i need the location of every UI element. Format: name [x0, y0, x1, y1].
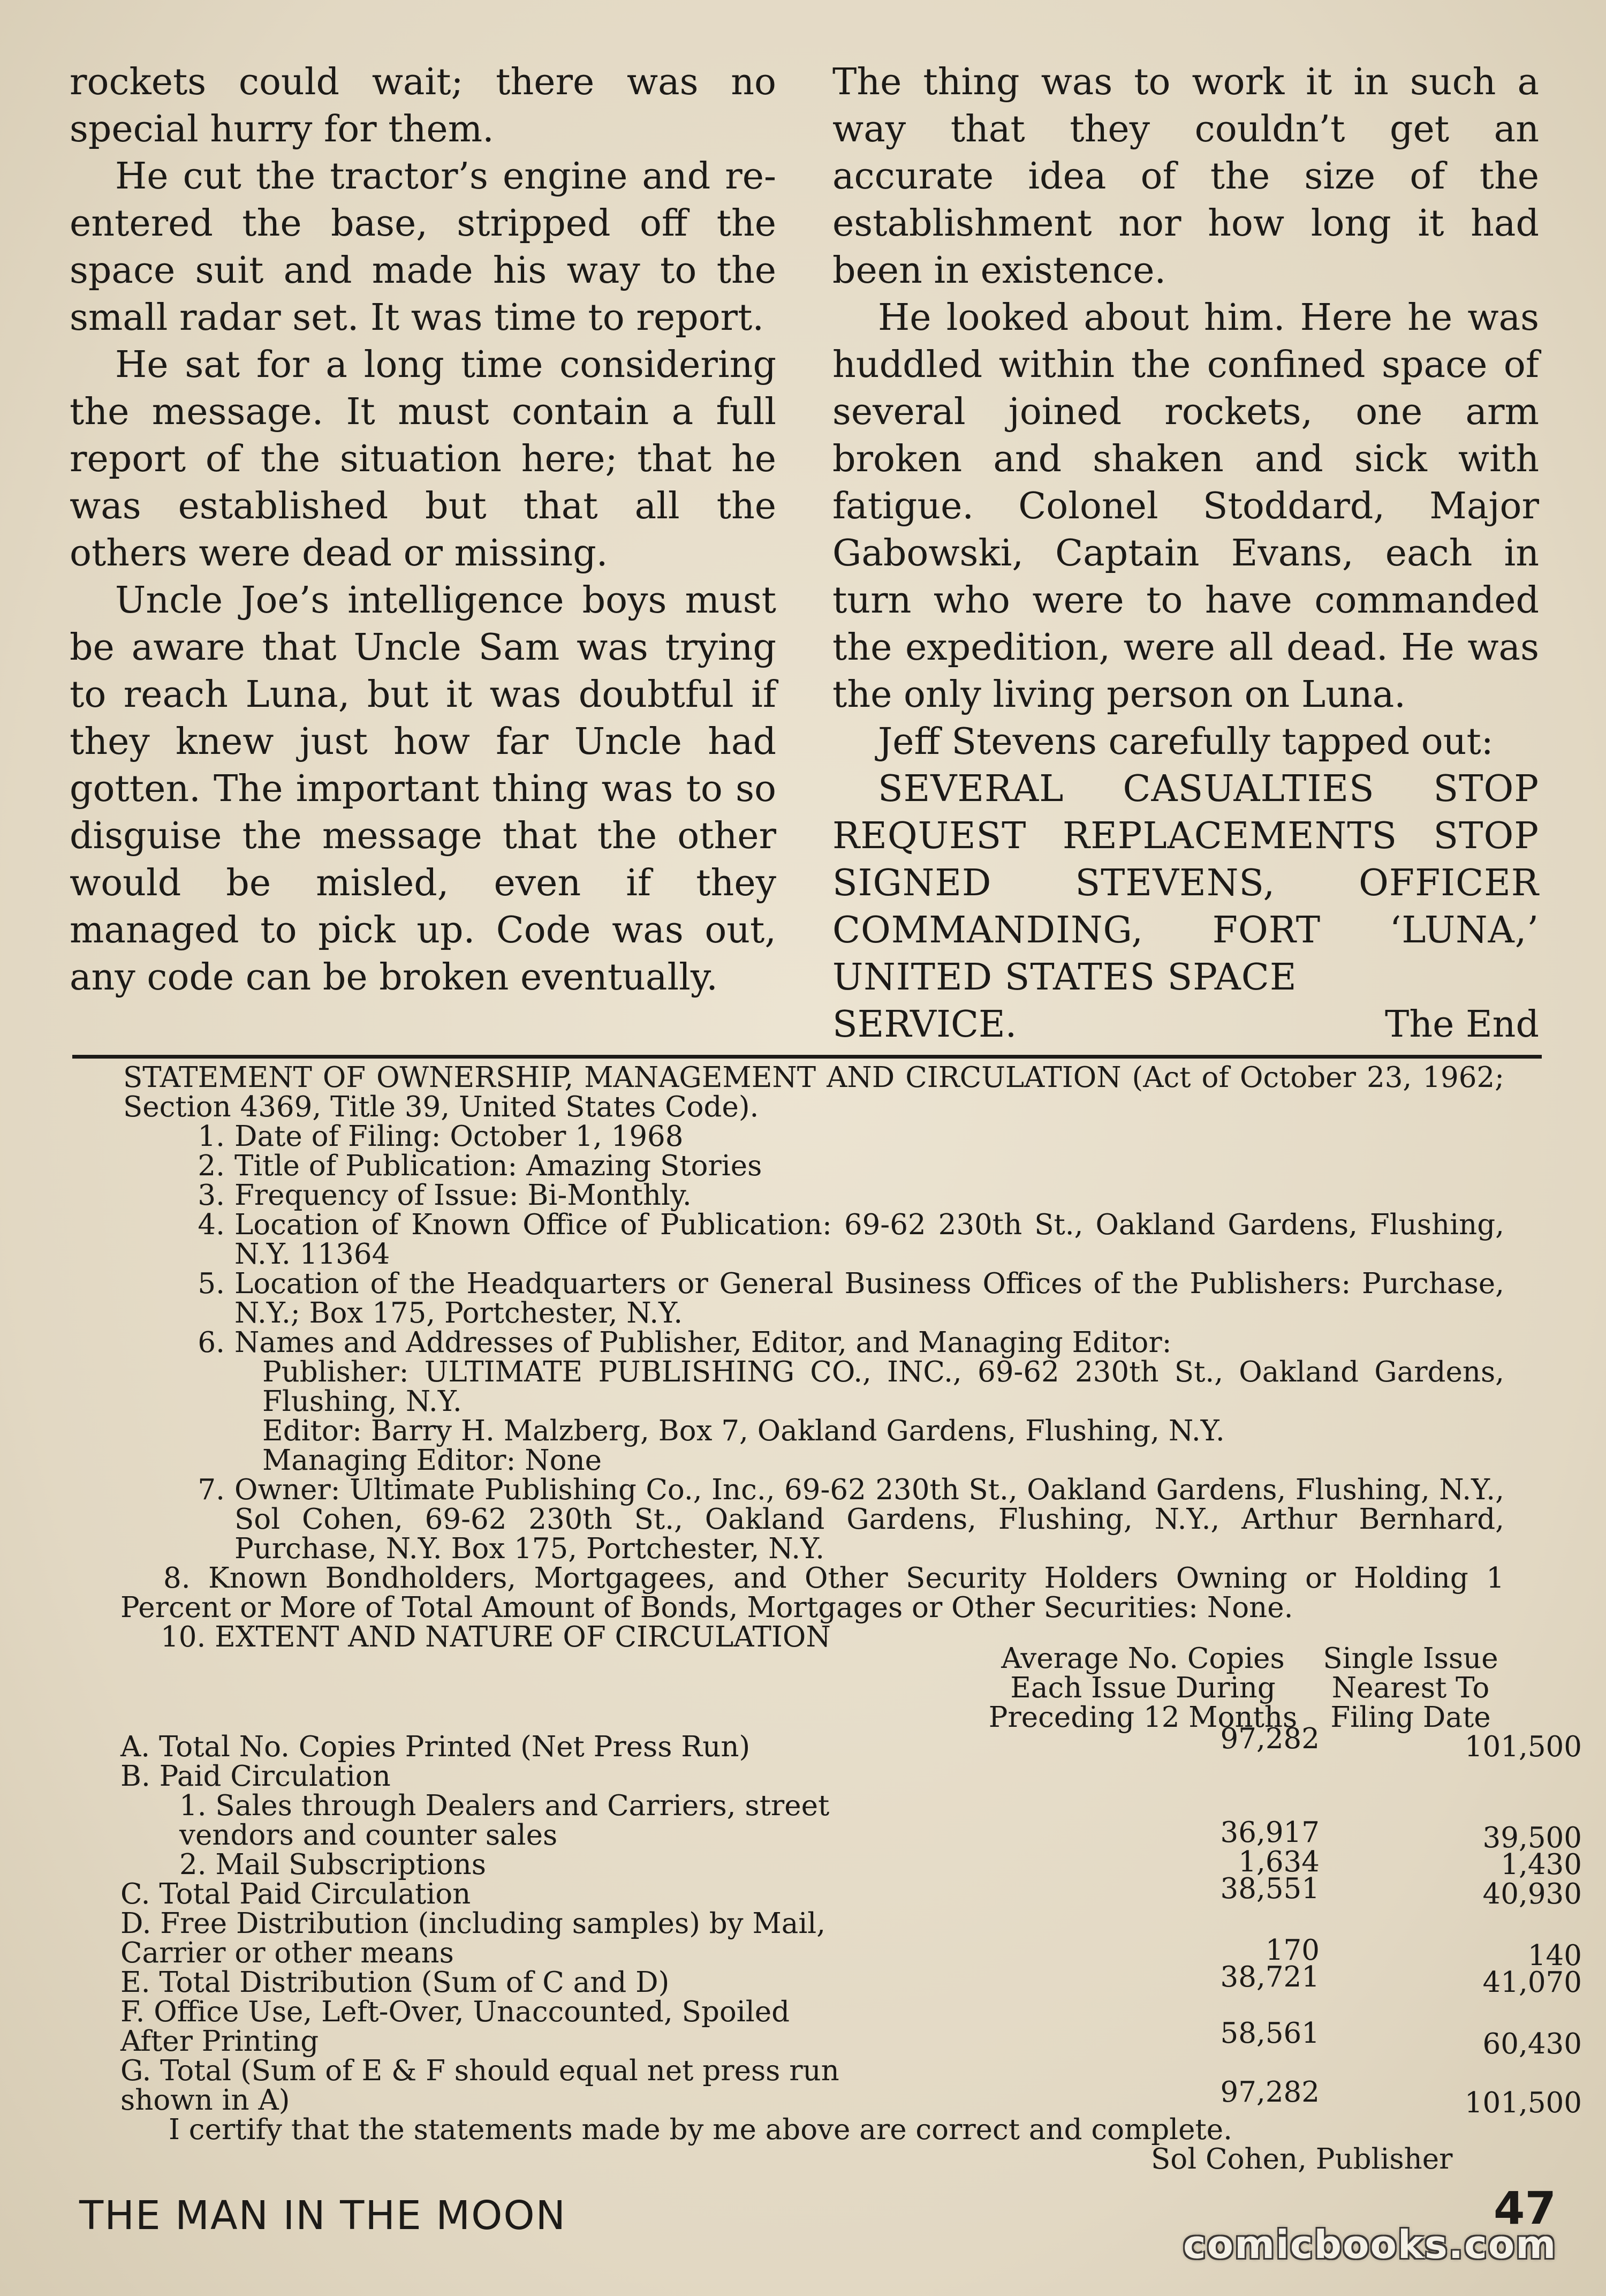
statement-item: 5. Location of the Headquarters or General Business Offices of the Publishers: Purchase, N.Y.; Box 175, Portchester, N.Y.: [198, 1267, 1504, 1330]
statement-item: 7. Owner: Ultimate Publishing Co., Inc., 69-62 230th St., Oakland Gardens, Flushing, N.Y., Sol Cohen, 69-62 230th St., Oakland Gardens, Flushing, N.Y., Arthur Bernhard, Purchase, N.Y. Box 175, Portchester, N.Y.: [198, 1474, 1504, 1565]
circulation-heading: 10. EXTENT AND NATURE OF CIRCULATION: [161, 1621, 831, 1653]
column-header-average: Average No. Copies Each Issue During Preceding 12 Months: [988, 1642, 1298, 1734]
statement-item: 1. Date of Filing: October 1, 1968: [198, 1120, 684, 1153]
story-paragraph: He looked about him. Here he was huddled within the confined space of several joined rockets, one arm broken and shaken and sick with fatigue. Colonel Stoddard, Major Gabowski, Captain Evans, each in turn who were to have commanded the expedition, were all dead. He was the only living person on Luna.: [832, 297, 1539, 716]
ownership-statement: [120, 1061, 1504, 1653]
watermark-logo: comicbooks.com: [1183, 2222, 1557, 2267]
story-column-left: [70, 59, 776, 1001]
editor-line: Editor: Barry H. Malzberg, Box 7, Oakland Gardens, Flushing, N.Y.: [262, 1415, 1225, 1447]
statement-item: 8. Known Bondholders, Mortgagees, and Other Security Holders Owning or Holding 1 Percent or More of Total Amount of Bonds, Mortgages or Other Securities: None.: [120, 1562, 1504, 1624]
story-paragraph: He sat for a long time considering the message. It must contain a full report of the situation here; that he was established but that all the others were dead or missing.: [70, 344, 776, 575]
telegram-last-word: SERVICE.: [832, 1003, 1017, 1046]
statement-heading: STATEMENT OF OWNERSHIP, MANAGEMENT AND CIRCULATION (Act of October 23, 1962; Section 4369, Title 39, United States Code).: [123, 1061, 1504, 1123]
section-divider: [72, 1055, 1542, 1059]
telegram-message: SEVERAL CASUALTIES STOP REQUEST REPLACEMENTS STOP SIGNED STEVENS, OFFICER COMMANDING, FORT ‘LUNA,’ UNITED STATES SPACE: [832, 768, 1539, 999]
statement-item: 2. Title of Publication: Amazing Stories: [198, 1150, 762, 1182]
story-column-right: [832, 59, 1539, 1048]
story-paragraph: rockets could wait; there was no special hurry for them.: [70, 61, 776, 150]
running-footer-title: THE MAN IN THE MOON: [79, 2193, 566, 2239]
publisher-signature: Sol Cohen, Publisher: [1151, 2143, 1453, 2176]
statement-item: 6. Names and Addresses of Publisher, Editor, and Managing Editor:: [198, 1326, 1172, 1359]
page-number: 47: [1494, 2182, 1556, 2234]
story-paragraph: Jeff Stevens carefully tapped out:: [878, 721, 1494, 763]
certification-statement: I certify that the statements made by me above are correct and complete.: [169, 2113, 1232, 2146]
managing-editor-line: Managing Editor: None: [262, 1444, 602, 1477]
statement-item: 4. Location of Known Office of Publication: 69-62 230th St., Oakland Gardens, Flushing, N.Y. 11364: [198, 1209, 1504, 1271]
story-end-line: [832, 1001, 1539, 1048]
publisher-line: Publisher: ULTIMATE PUBLISHING CO., INC., 69-62 230th St., Oakland Gardens, Flushing, N.Y.: [262, 1356, 1504, 1418]
story-paragraph: He cut the tractor’s engine and re-entered the base, stripped off the space suit and made his way to the small radar set. It was time to report.: [70, 155, 776, 339]
the-end-mark: The End: [1385, 1003, 1539, 1046]
story-paragraph: Uncle Joe’s intelligence boys must be aware that Uncle Sam was trying to reach Luna, but it was doubtful if they knew just how far Uncle had gotten. The important thing was to so disguise the message that the other would be misled, even if they managed to pick up. Code was out, any code can be broken eventually.: [70, 579, 776, 999]
story-paragraph: The thing was to work it in such a way that they couldn’t get an accurate idea of the size of the establishment nor how long it had been in existence.: [832, 61, 1539, 292]
column-header-single-issue: Single Issue Nearest To Filing Date: [1323, 1642, 1498, 1734]
magazine-page: rockets could wait; there was no special hurry for them. He cut the tractor’s engine and re-entered the base, stripped off the space suit and made his way to the small radar set. It was time to report. He sat for a long time considering the message. It must contain a full report of the situation here; that he was established but that all the others were dead or missing. Uncle Joe’s intelligence boys must be aware that Uncle Sam was trying to reach Luna, but it was doubtful if they knew just how far Uncle had gotten. The important thing was to so disguise the message that the other would be misled, even if they managed to pick up. Code was out, any code can be broken eventually. The thing was to work it in such a way that they couldn’t get an accurate idea of the size of the establishment nor how long it had been in existence. He looked about him. Here he was huddled within the confined space of several joined rockets, one arm broken and shaken and sick with fatigue. Colonel Stoddard, Major Gabowski, Captain Evans, each in turn who were to have commanded the expedition, were all dead. He was the only living person on Luna. Jeff Stevens carefully tapped out: SEVERAL CASUALTIES STOP REQUEST REPLACEMENTS STOP SIGNED STEVENS, OFFICER COMMANDING, FORT ‘LUNA,’ UNITED STATES SPACE SERVICE. The End STATEMENT OF OWNERSHIP, MANAGEMENT AND CIRCULATION (Act of October 23, 1962; Section 4369, Title 39, United States Code). 1. Date of Filing: October 1, 1968 2. Title of Publication: Amazing Stories 3. Frequency of Issue: Bi-Monthly. 4. Location of Known Office of Publication: 69-62 230th St., Oakland Gardens, Flushing, N.Y. 11364 5. Location of the Headquarters or General Business Offices of the Publishers: Purchase, N.Y.; Box 175, Portchester, N.Y. 6. Names and Addresses of Publisher, Editor, and Managing Editor: Publisher: ULTIMATE PUBLISHING CO., INC., 69-62 230th St., Oakland Gardens, Flushing, N.Y. Editor: Barry H. Malzberg, Box 7, Oakland Gardens, Flushing, N.Y. Managing Editor: None 7. Owner: Ultimate Publishing Co., Inc., 69-62 230th St., Oakland Gardens, Flushing, N.Y., Sol Cohen, 69-62 230th St., Oakland Gardens, Flushing, N.Y., Arthur Bernhard, Purchase, N.Y. Box 175, Portchester, N.Y. 8. Known Bondholders, Mortgagees, and Other Security Holders Owning or Holding 1 Percent or More of Total Amount of Bonds, Mortgages or Other Securities: None. 10. EXTENT AND NATURE OF CIRCULATION Average No. Copies Each Issue During Preceding 12 Months Single Issue Nearest To Filing Date A. Total No. Copies Printed (Net Press Run) 97,282 101,500 B. Paid Circulation 1. Sales through Dealers and Carriers, street vendors and counter sales 36,917 39,500 2. Mail Subscriptions 1,634 1,430 C. Total Paid Circulation 38,551 40,930 D. Free Distribution (including samples) by Mail, Carrier or other means 170 140 E. Total Distribution (Sum of C and D) 38,721 41,070 F. Office Use, Left-Over, Unaccounted, Spoiled After Printing 58,561 60,430 G. Total (Sum of E & F should equal net press run shown in A) 97,282 101,500 I certify that the statements made by me above are correct and complete. Sol Cohen, Publisher THE MAN IN THE MOON 47 comicbooks.com: [0, 0, 1606, 2296]
statement-item: 3. Frequency of Issue: Bi-Monthly.: [198, 1179, 692, 1212]
